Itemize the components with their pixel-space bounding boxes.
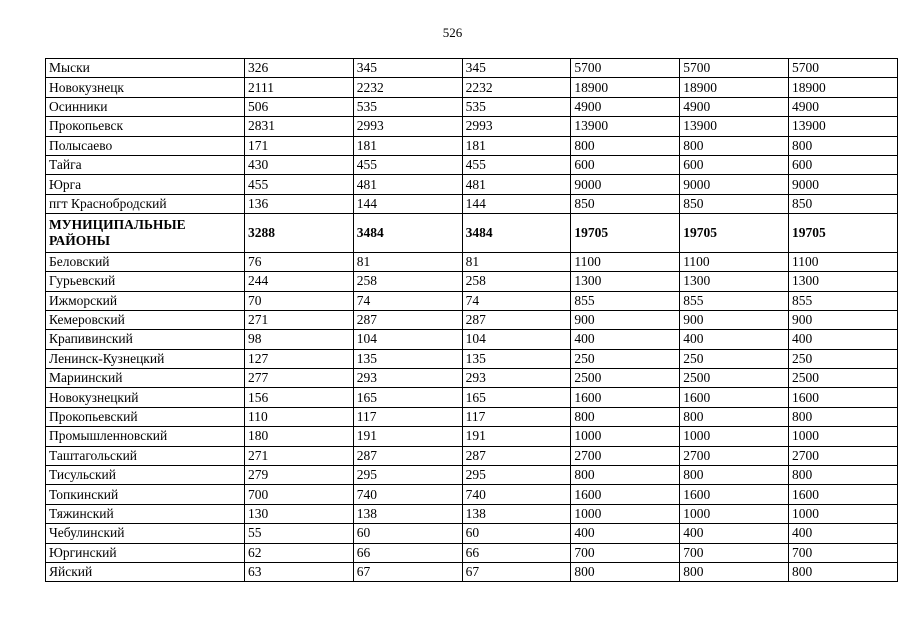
value-cell-col-5: 1100 bbox=[680, 252, 789, 271]
value-cell-col-2: 191 bbox=[353, 427, 462, 446]
value-cell-col-3: 295 bbox=[462, 466, 571, 485]
table-row bbox=[46, 252, 898, 271]
value-cell-col-3: 287 bbox=[462, 446, 571, 465]
row-name-cell: Промышленновский bbox=[46, 427, 245, 446]
value-cell-col-4: 19705 bbox=[571, 214, 680, 253]
value-cell-col-6: 18900 bbox=[788, 78, 897, 97]
value-cell-col-1: 62 bbox=[245, 543, 354, 562]
value-cell-col-3: 293 bbox=[462, 369, 571, 388]
row-name-cell: Ленинск-Кузнецкий bbox=[46, 349, 245, 368]
value-cell-col-4: 800 bbox=[571, 407, 680, 426]
value-cell-col-3: 258 bbox=[462, 272, 571, 291]
value-cell-col-3: 67 bbox=[462, 562, 571, 581]
value-cell-col-4: 400 bbox=[571, 524, 680, 543]
table-row bbox=[46, 446, 898, 465]
value-cell-col-1: 455 bbox=[245, 175, 354, 194]
value-cell-col-5: 18900 bbox=[680, 78, 789, 97]
value-cell-col-6: 5700 bbox=[788, 59, 897, 78]
row-name-cell: Гурьевский bbox=[46, 272, 245, 291]
value-cell-col-3: 104 bbox=[462, 330, 571, 349]
value-cell-col-5: 1600 bbox=[680, 485, 789, 504]
value-cell-col-1: 127 bbox=[245, 349, 354, 368]
value-cell-col-5: 800 bbox=[680, 136, 789, 155]
value-cell-col-1: 63 bbox=[245, 562, 354, 581]
value-cell-col-2: 165 bbox=[353, 388, 462, 407]
value-cell-col-5: 800 bbox=[680, 562, 789, 581]
value-cell-col-1: 156 bbox=[245, 388, 354, 407]
row-name-cell: Тайга bbox=[46, 155, 245, 174]
value-cell-col-3: 455 bbox=[462, 155, 571, 174]
value-cell-col-1: 2111 bbox=[245, 78, 354, 97]
value-cell-col-6: 600 bbox=[788, 155, 897, 174]
table-row bbox=[46, 407, 898, 426]
table-row bbox=[46, 427, 898, 446]
value-cell-col-1: 3288 bbox=[245, 214, 354, 253]
value-cell-col-2: 345 bbox=[353, 59, 462, 78]
value-cell-col-6: 800 bbox=[788, 136, 897, 155]
table-row bbox=[46, 369, 898, 388]
value-cell-col-4: 800 bbox=[571, 562, 680, 581]
row-name-cell: Яйский bbox=[46, 562, 245, 581]
value-cell-col-6: 19705 bbox=[788, 214, 897, 253]
row-name-cell: Чебулинский bbox=[46, 524, 245, 543]
value-cell-col-3: 138 bbox=[462, 504, 571, 523]
table-row bbox=[46, 97, 898, 116]
row-name-cell: Новокузнецкий bbox=[46, 388, 245, 407]
value-cell-col-2: 535 bbox=[353, 97, 462, 116]
value-cell-col-1: 2831 bbox=[245, 117, 354, 136]
value-cell-col-3: 81 bbox=[462, 252, 571, 271]
value-cell-col-2: 135 bbox=[353, 349, 462, 368]
value-cell-col-4: 9000 bbox=[571, 175, 680, 194]
value-cell-col-3: 74 bbox=[462, 291, 571, 310]
value-cell-col-4: 18900 bbox=[571, 78, 680, 97]
value-cell-col-2: 258 bbox=[353, 272, 462, 291]
table-row bbox=[46, 310, 898, 329]
value-cell-col-5: 600 bbox=[680, 155, 789, 174]
row-name-cell: Беловский bbox=[46, 252, 245, 271]
value-cell-col-4: 800 bbox=[571, 466, 680, 485]
value-cell-col-2: 287 bbox=[353, 310, 462, 329]
value-cell-col-6: 1000 bbox=[788, 504, 897, 523]
value-cell-col-6: 800 bbox=[788, 466, 897, 485]
table-row bbox=[46, 504, 898, 523]
value-cell-col-6: 9000 bbox=[788, 175, 897, 194]
value-cell-col-3: 135 bbox=[462, 349, 571, 368]
value-cell-col-2: 74 bbox=[353, 291, 462, 310]
value-cell-col-3: 345 bbox=[462, 59, 571, 78]
value-cell-col-1: 76 bbox=[245, 252, 354, 271]
value-cell-col-6: 2700 bbox=[788, 446, 897, 465]
value-cell-col-4: 1000 bbox=[571, 504, 680, 523]
value-cell-col-5: 700 bbox=[680, 543, 789, 562]
value-cell-col-2: 104 bbox=[353, 330, 462, 349]
row-name-cell: Кемеровский bbox=[46, 310, 245, 329]
row-name-cell: МУНИЦИПАЛЬНЫЕ РАЙОНЫ bbox=[46, 214, 245, 253]
value-cell-col-6: 900 bbox=[788, 310, 897, 329]
value-cell-col-2: 144 bbox=[353, 194, 462, 213]
value-cell-col-2: 455 bbox=[353, 155, 462, 174]
row-name-cell: Осинники bbox=[46, 97, 245, 116]
value-cell-col-2: 117 bbox=[353, 407, 462, 426]
value-cell-col-5: 1000 bbox=[680, 427, 789, 446]
value-cell-col-4: 5700 bbox=[571, 59, 680, 78]
value-cell-col-1: 55 bbox=[245, 524, 354, 543]
table-row bbox=[46, 388, 898, 407]
value-cell-col-2: 293 bbox=[353, 369, 462, 388]
value-cell-col-6: 13900 bbox=[788, 117, 897, 136]
value-cell-col-1: 98 bbox=[245, 330, 354, 349]
value-cell-col-5: 2500 bbox=[680, 369, 789, 388]
value-cell-col-5: 900 bbox=[680, 310, 789, 329]
value-cell-col-4: 13900 bbox=[571, 117, 680, 136]
table-row bbox=[46, 562, 898, 581]
row-name-cell: пгт Краснобродский bbox=[46, 194, 245, 213]
table-row bbox=[46, 155, 898, 174]
row-name-cell: Мыски bbox=[46, 59, 245, 78]
value-cell-col-6: 400 bbox=[788, 524, 897, 543]
value-cell-col-4: 1100 bbox=[571, 252, 680, 271]
value-cell-col-6: 1600 bbox=[788, 485, 897, 504]
value-cell-col-1: 279 bbox=[245, 466, 354, 485]
value-cell-col-5: 250 bbox=[680, 349, 789, 368]
value-cell-col-4: 2500 bbox=[571, 369, 680, 388]
page-number: 526 bbox=[442, 25, 463, 40]
value-cell-col-4: 850 bbox=[571, 194, 680, 213]
value-cell-col-3: 191 bbox=[462, 427, 571, 446]
value-cell-col-2: 3484 bbox=[353, 214, 462, 253]
value-cell-col-2: 60 bbox=[353, 524, 462, 543]
value-cell-col-5: 1000 bbox=[680, 504, 789, 523]
table-row bbox=[46, 117, 898, 136]
value-cell-col-4: 4900 bbox=[571, 97, 680, 116]
value-cell-col-5: 9000 bbox=[680, 175, 789, 194]
value-cell-col-2: 287 bbox=[353, 446, 462, 465]
value-cell-col-6: 800 bbox=[788, 562, 897, 581]
value-cell-col-3: 144 bbox=[462, 194, 571, 213]
value-cell-col-4: 900 bbox=[571, 310, 680, 329]
value-cell-col-1: 136 bbox=[245, 194, 354, 213]
table-row bbox=[46, 485, 898, 504]
value-cell-col-1: 326 bbox=[245, 59, 354, 78]
value-cell-col-3: 66 bbox=[462, 543, 571, 562]
value-cell-col-5: 800 bbox=[680, 466, 789, 485]
value-cell-col-5: 1600 bbox=[680, 388, 789, 407]
table-row bbox=[46, 524, 898, 543]
value-cell-col-6: 800 bbox=[788, 407, 897, 426]
value-cell-col-6: 850 bbox=[788, 194, 897, 213]
value-cell-col-5: 5700 bbox=[680, 59, 789, 78]
value-cell-col-4: 2700 bbox=[571, 446, 680, 465]
table-row bbox=[46, 194, 898, 213]
value-cell-col-5: 19705 bbox=[680, 214, 789, 253]
value-cell-col-5: 1300 bbox=[680, 272, 789, 291]
value-cell-col-1: 271 bbox=[245, 310, 354, 329]
value-cell-col-5: 850 bbox=[680, 194, 789, 213]
table-row bbox=[46, 59, 898, 78]
value-cell-col-1: 277 bbox=[245, 369, 354, 388]
value-cell-col-2: 81 bbox=[353, 252, 462, 271]
value-cell-col-4: 800 bbox=[571, 136, 680, 155]
value-cell-col-3: 3484 bbox=[462, 214, 571, 253]
value-cell-col-4: 1300 bbox=[571, 272, 680, 291]
table-row bbox=[46, 272, 898, 291]
value-cell-col-4: 600 bbox=[571, 155, 680, 174]
value-cell-col-6: 400 bbox=[788, 330, 897, 349]
value-cell-col-2: 181 bbox=[353, 136, 462, 155]
table-row bbox=[46, 175, 898, 194]
value-cell-col-5: 2700 bbox=[680, 446, 789, 465]
row-name-cell: Прокопьевский bbox=[46, 407, 245, 426]
value-cell-col-5: 855 bbox=[680, 291, 789, 310]
value-cell-col-3: 2232 bbox=[462, 78, 571, 97]
value-cell-col-5: 13900 bbox=[680, 117, 789, 136]
value-cell-col-3: 535 bbox=[462, 97, 571, 116]
value-cell-col-1: 70 bbox=[245, 291, 354, 310]
value-cell-col-6: 700 bbox=[788, 543, 897, 562]
value-cell-col-3: 117 bbox=[462, 407, 571, 426]
value-cell-col-6: 250 bbox=[788, 349, 897, 368]
value-cell-col-3: 165 bbox=[462, 388, 571, 407]
value-cell-col-3: 287 bbox=[462, 310, 571, 329]
data-table bbox=[45, 58, 898, 582]
table-row bbox=[46, 78, 898, 97]
value-cell-col-3: 740 bbox=[462, 485, 571, 504]
value-cell-col-1: 110 bbox=[245, 407, 354, 426]
value-cell-col-2: 138 bbox=[353, 504, 462, 523]
value-cell-col-6: 1300 bbox=[788, 272, 897, 291]
value-cell-col-6: 2500 bbox=[788, 369, 897, 388]
value-cell-col-5: 400 bbox=[680, 524, 789, 543]
value-cell-col-4: 1600 bbox=[571, 388, 680, 407]
value-cell-col-1: 244 bbox=[245, 272, 354, 291]
value-cell-col-4: 400 bbox=[571, 330, 680, 349]
table-row bbox=[46, 543, 898, 562]
row-name-cell: Новокузнецк bbox=[46, 78, 245, 97]
value-cell-col-4: 1000 bbox=[571, 427, 680, 446]
row-name-cell: Тяжинский bbox=[46, 504, 245, 523]
row-name-cell: Юргинский bbox=[46, 543, 245, 562]
table-row-group-total bbox=[46, 214, 898, 253]
value-cell-col-1: 130 bbox=[245, 504, 354, 523]
value-cell-col-5: 400 bbox=[680, 330, 789, 349]
value-cell-col-5: 4900 bbox=[680, 97, 789, 116]
value-cell-col-6: 1100 bbox=[788, 252, 897, 271]
table-row bbox=[46, 349, 898, 368]
value-cell-col-4: 700 bbox=[571, 543, 680, 562]
value-cell-col-2: 67 bbox=[353, 562, 462, 581]
table-row bbox=[46, 466, 898, 485]
row-name-cell: Ижморский bbox=[46, 291, 245, 310]
value-cell-col-3: 2993 bbox=[462, 117, 571, 136]
value-cell-col-2: 481 bbox=[353, 175, 462, 194]
value-cell-col-6: 855 bbox=[788, 291, 897, 310]
value-cell-col-2: 2993 bbox=[353, 117, 462, 136]
value-cell-col-3: 60 bbox=[462, 524, 571, 543]
value-cell-col-5: 800 bbox=[680, 407, 789, 426]
value-cell-col-4: 1600 bbox=[571, 485, 680, 504]
row-name-cell: Мариинский bbox=[46, 369, 245, 388]
table-row bbox=[46, 330, 898, 349]
value-cell-col-3: 181 bbox=[462, 136, 571, 155]
value-cell-col-4: 855 bbox=[571, 291, 680, 310]
row-name-cell: Прокопьевск bbox=[46, 117, 245, 136]
value-cell-col-1: 430 bbox=[245, 155, 354, 174]
value-cell-col-1: 171 bbox=[245, 136, 354, 155]
value-cell-col-2: 740 bbox=[353, 485, 462, 504]
row-name-cell: Юрга bbox=[46, 175, 245, 194]
table-body bbox=[46, 59, 898, 582]
table-row bbox=[46, 136, 898, 155]
value-cell-col-1: 506 bbox=[245, 97, 354, 116]
value-cell-col-1: 271 bbox=[245, 446, 354, 465]
value-cell-col-4: 250 bbox=[571, 349, 680, 368]
value-cell-col-6: 1600 bbox=[788, 388, 897, 407]
value-cell-col-6: 4900 bbox=[788, 97, 897, 116]
value-cell-col-3: 481 bbox=[462, 175, 571, 194]
row-name-cell: Крапивинский bbox=[46, 330, 245, 349]
table-row bbox=[46, 291, 898, 310]
value-cell-col-2: 66 bbox=[353, 543, 462, 562]
value-cell-col-1: 180 bbox=[245, 427, 354, 446]
row-name-cell: Топкинский bbox=[46, 485, 245, 504]
row-name-cell: Таштагольский bbox=[46, 446, 245, 465]
value-cell-col-2: 2232 bbox=[353, 78, 462, 97]
row-name-cell: Тисульский bbox=[46, 466, 245, 485]
value-cell-col-6: 1000 bbox=[788, 427, 897, 446]
value-cell-col-1: 700 bbox=[245, 485, 354, 504]
value-cell-col-2: 295 bbox=[353, 466, 462, 485]
row-name-cell: Полысаево bbox=[46, 136, 245, 155]
